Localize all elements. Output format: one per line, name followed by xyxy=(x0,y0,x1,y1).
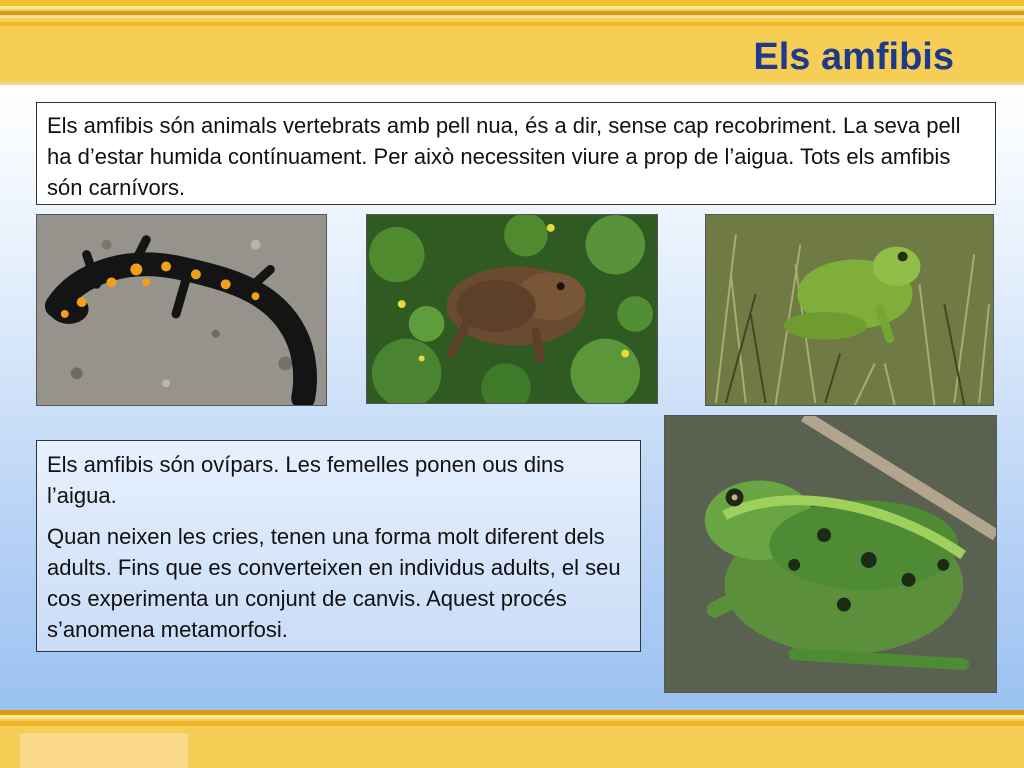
banner-divider xyxy=(0,82,1024,85)
spotted-frog-photo xyxy=(664,415,997,693)
slide-title: Els amfibis xyxy=(753,36,954,78)
intro-text-box xyxy=(36,102,996,205)
metamorphosis-paragraph: Quan neixen les cries, tenen una forma molt diferent dels adults. Fins que es converteixen en individus adults, el seu cos experimenta un conjunt de canvis. Aquest procés s’anomena metamorfosi. xyxy=(47,524,621,642)
banner-stripe xyxy=(0,721,1024,726)
banner-stripe xyxy=(0,715,1024,719)
intro-text: Els amfibis són animals vertebrats amb pell nua, és a dir, sense cap recobriment. La seva pell ha d’estar humida contínuament. Per això necessiten viure a prop de l’aigua. Tots els amfibis són carnívors. xyxy=(47,113,961,200)
banner-stripe xyxy=(0,15,1024,18)
banner-stripe xyxy=(0,22,1024,26)
reproduction-text-box xyxy=(36,440,641,652)
salamander-photo xyxy=(36,214,327,406)
footer-tab xyxy=(20,733,188,768)
green-frog-photo xyxy=(705,214,994,406)
banner-stripe xyxy=(0,6,1024,9)
toad-photo xyxy=(366,214,658,404)
reproduction-paragraph: Els amfibis són ovípars. Les femelles ponen ous dins l’aigua. xyxy=(47,452,565,508)
